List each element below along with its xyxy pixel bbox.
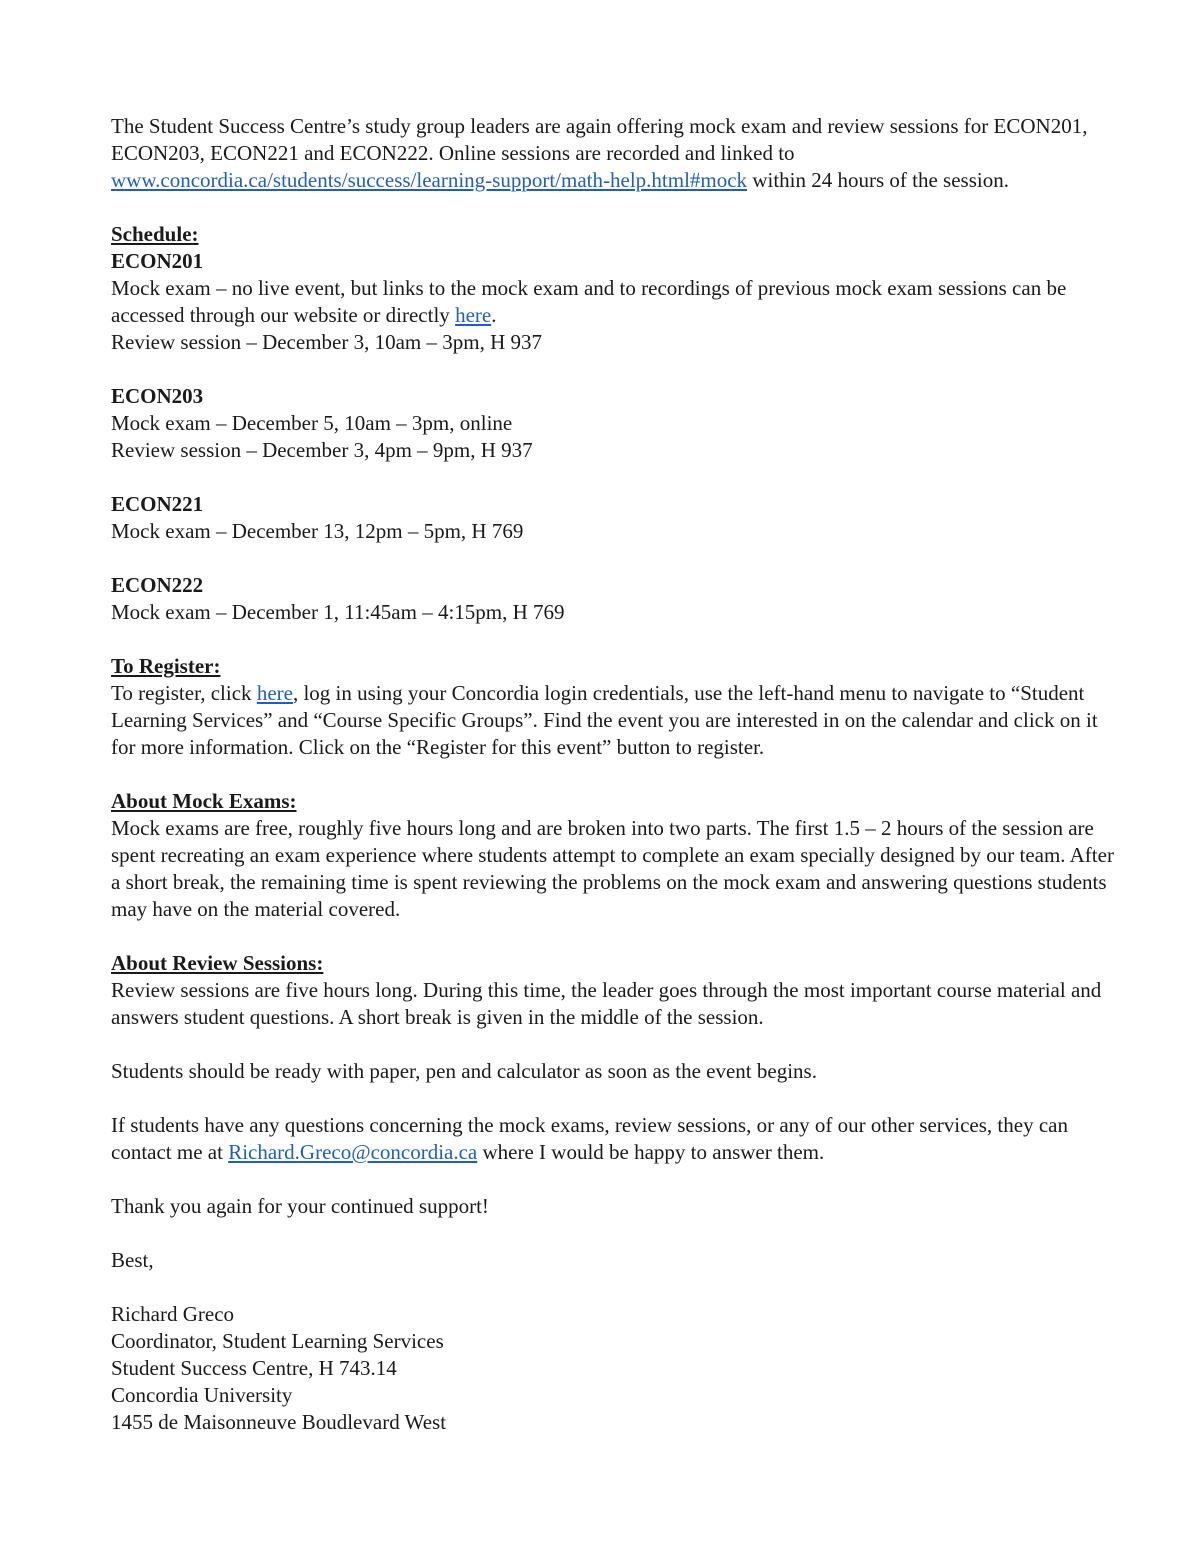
thanks-paragraph: Thank you again for your continued support! xyxy=(111,1194,489,1218)
schedule-heading: Schedule: xyxy=(111,222,199,246)
econ201-here-link[interactable]: here xyxy=(455,303,492,327)
econ203-review: Review session – December 3, 4pm – 9pm, H 937 xyxy=(111,438,533,462)
document-page xyxy=(111,113,1121,1436)
register-here-link[interactable]: here xyxy=(256,681,293,705)
intro-text: The Student Success Centre’s study group leaders are again offering mock exam and review sessions for ECON201, ECON203, ECON221 and ECON222. Online sessions are recorded and linked to xyxy=(111,114,1088,165)
econ222-mock: Mock exam – December 1, 11:45am – 4:15pm, H 769 xyxy=(111,600,565,624)
intro-text-end: within 24 hours of the session. xyxy=(747,168,1009,192)
econ201-review: Review session – December 3, 10am – 3pm, H 937 xyxy=(111,330,543,354)
closing-line: Best, xyxy=(111,1248,154,1272)
intro-paragraph xyxy=(111,113,1121,194)
register-text: To register, click xyxy=(111,681,257,705)
signature-name: Richard Greco xyxy=(111,1302,235,1326)
mock-exams-heading: About Mock Exams: xyxy=(111,789,297,813)
econ203-title: ECON203 xyxy=(111,384,204,408)
signature-university: Concordia University xyxy=(111,1383,293,1407)
register-paragraph xyxy=(111,680,1121,761)
econ221-title: ECON221 xyxy=(111,492,204,516)
signature-address: 1455 de Maisonneuve Boudlevard West xyxy=(111,1410,447,1434)
econ201-title: ECON201 xyxy=(111,249,204,273)
mock-exams-body: Mock exams are free, roughly five hours long and are broken into two parts. The first 1.5 – 2 hours of the session are spent recreating an exam experience where students attempt to complete an exam specially designed by our team. After a short break, the remaining time is spent reviewing the problems on the mock exam and answering questions students may have on the material covered. xyxy=(111,816,1114,921)
email-link[interactable]: Richard.Greco@concordia.ca xyxy=(228,1140,478,1164)
register-heading: To Register: xyxy=(111,654,221,678)
ready-paragraph: Students should be ready with paper, pen and calculator as soon as the event begins. xyxy=(111,1059,817,1083)
econ221-mock: Mock exam – December 13, 12pm – 5pm, H 769 xyxy=(111,519,524,543)
review-sessions-heading: About Review Sessions: xyxy=(111,951,324,975)
register-text-end: , log in using your Concordia login credentials, use the left-hand menu to navigate to “Student Learning Services” and “Course Specific Groups”. Find the event you are interested in on the calendar and click on it for more information. Click on the “Register for this event” button to register. xyxy=(111,681,1098,759)
econ201-mock xyxy=(111,275,1121,329)
questions-text-end: where I would be happy to answer them. xyxy=(477,1140,825,1164)
signature-office: Student Success Centre, H 743.14 xyxy=(111,1356,397,1380)
econ201-mock-end: . xyxy=(491,303,497,327)
econ222-title: ECON222 xyxy=(111,573,204,597)
questions-paragraph xyxy=(111,1112,1121,1166)
questions-text: If students have any questions concerning the mock exams, review sessions, or any of our other services, they can contact me at xyxy=(111,1113,1068,1164)
econ201-mock-text: Mock exam – no live event, but links to the mock exam and to recordings of previous mock exam sessions can be accessed through our website or directly xyxy=(111,276,1067,327)
math-help-link[interactable]: www.concordia.ca/students/success/learning-support/math-help.html#mock xyxy=(111,168,748,192)
review-sessions-body: Review sessions are five hours long. During this time, the leader goes through the most important course material and answers student questions. A short break is given in the middle of the session. xyxy=(111,978,1102,1029)
signature-title: Coordinator, Student Learning Services xyxy=(111,1329,444,1353)
econ203-mock: Mock exam – December 5, 10am – 3pm, online xyxy=(111,411,513,435)
